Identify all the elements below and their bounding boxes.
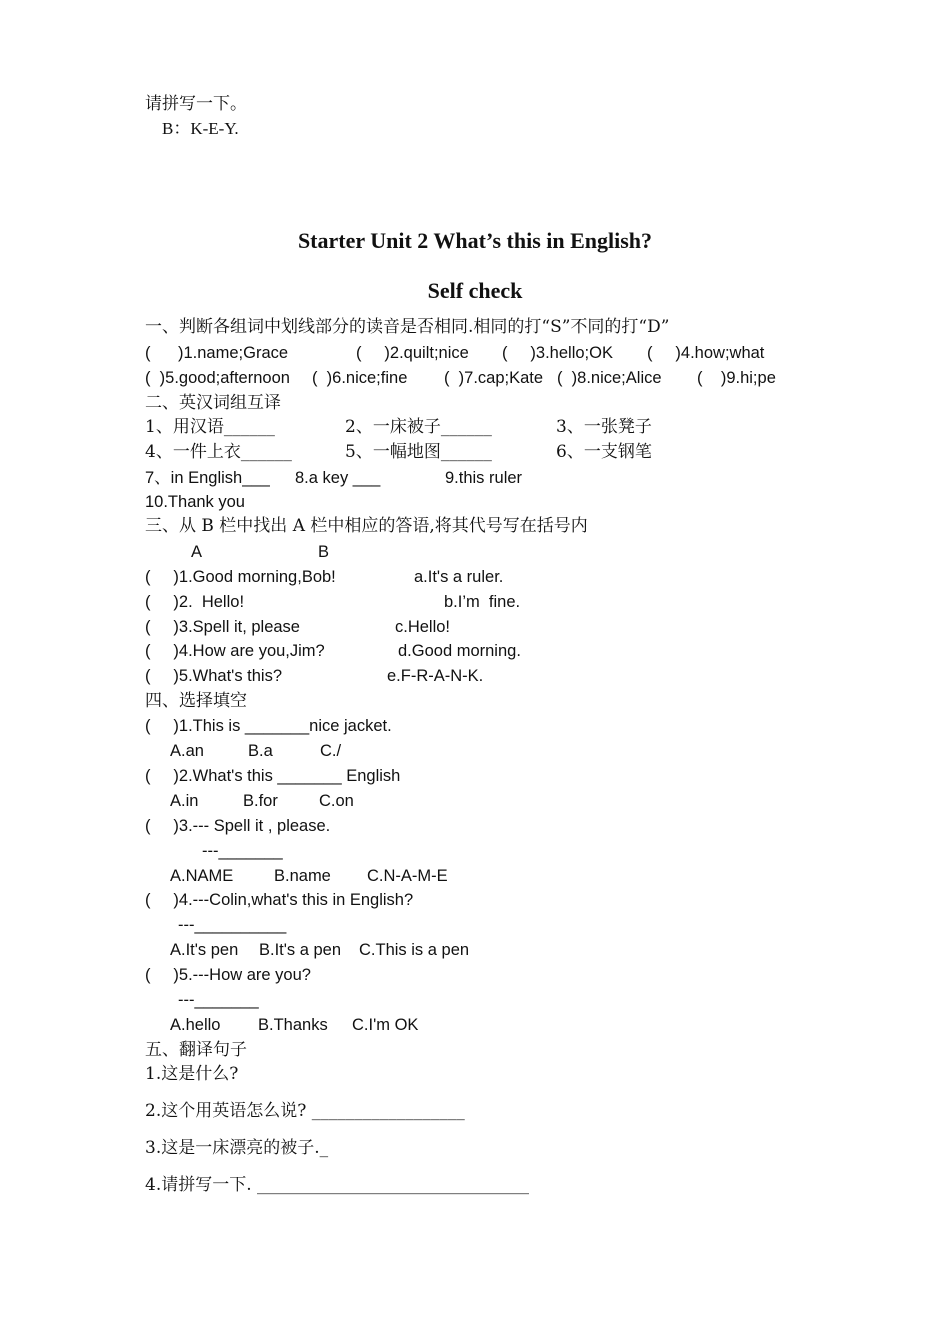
s2-item-7: 7、in English___ (145, 469, 270, 487)
s4-question-5: ( )5.---How are you? (145, 966, 311, 984)
s4-q2-option-b: B.for (243, 792, 278, 810)
page-subtitle: Self check (427, 278, 523, 303)
prev-question-text: 请拼写一下。 (145, 94, 247, 114)
s4-q4-option-c: C.This is a pen (359, 941, 470, 959)
s5-sentence-4: 4.请拼写一下. ________________________________ (145, 1175, 530, 1195)
s4-q5-option-c: C.I'm OK (352, 1016, 419, 1034)
s2-item-6: 6、一支钢笔 (556, 442, 652, 462)
s4-question-3: ( )3.--- Spell it , please. (145, 817, 331, 835)
s4-q3-option-b: B.name (274, 867, 331, 885)
s1-item-7: ( )7.cap;Kate (444, 369, 544, 387)
prev-answer-text: B：K-E-Y. (162, 119, 239, 138)
s2-item-1: 1、用汉语______ (145, 417, 275, 437)
section-2-heading: 二、英汉词组互译 (145, 393, 281, 413)
s4-q5-answer-line: ---_______ (178, 991, 259, 1009)
s3-question-4: ( )4.How are you,Jim? (145, 642, 325, 660)
s3-question-2: ( )2. Hello! (145, 593, 245, 611)
s2-item-4: 4、一件上衣______ (145, 442, 292, 462)
s5-sentence-3: 3.这是一床漂亮的被子._ (145, 1138, 329, 1158)
s3-question-3: ( )3.Spell it, please (145, 618, 300, 636)
s4-q4-option-a: A.It's pen (170, 941, 239, 959)
section-1-heading: 一、判断各组词中划线部分的读音是否相同.相同的打“S”不同的打“D” (145, 317, 670, 337)
s4-q4-answer-line: ---__________ (178, 916, 287, 934)
s3-question-5: ( )5.What's this? (145, 667, 283, 685)
s1-item-9: ( )9.hi;pe (697, 369, 776, 387)
s3-answer-c: c.Hello! (395, 618, 451, 636)
s2-item-2: 2、一床被子______ (345, 417, 492, 437)
s4-q3-answer-line: ---_______ (202, 842, 283, 860)
section-5-heading: 五、翻译句子 (145, 1040, 247, 1060)
section-3-heading: 三、从 B 栏中找出 A 栏中相应的答语,将其代号写在括号内 (145, 516, 588, 536)
s4-q5-option-a: A.hello (170, 1016, 221, 1034)
s4-q3-option-a: A.NAME (170, 867, 234, 885)
s1-item-1: ( )1.name;Grace (145, 344, 289, 362)
s4-q1-option-a: A.an (170, 742, 204, 760)
s3-answer-a: a.It's a ruler. (414, 568, 504, 586)
s3-answer-d: d.Good morning. (398, 642, 521, 660)
s4-q2-option-a: A.in (170, 792, 199, 810)
column-a-label: A (191, 543, 203, 561)
s1-item-2: ( )2.quilt;nice (356, 344, 469, 362)
s4-q4-option-b: B.It's a pen (259, 941, 342, 959)
s2-item-3: 3、一张凳子 (556, 417, 652, 437)
s4-question-2: ( )2.What's this _______ English (145, 767, 401, 785)
s4-q1-option-b: B.a (248, 742, 273, 760)
s4-q5-option-b: B.Thanks (258, 1016, 328, 1034)
s2-item-10: 10.Thank you (145, 493, 245, 511)
s5-sentence-2: 2.这个用英语怎么说? __________________ (145, 1101, 465, 1121)
s5-sentence-1: 1.这是什么? (145, 1064, 239, 1084)
s3-answer-e: e.F-R-A-N-K. (387, 667, 484, 685)
s1-item-8: ( )8.nice;Alice (557, 369, 662, 387)
page-title: Starter Unit 2 What’s this in English? (297, 228, 653, 253)
s4-q2-option-c: C.on (319, 792, 354, 810)
s4-question-4: ( )4.---Colin,what's this in English? (145, 891, 414, 909)
s2-item-5: 5、一幅地图______ (345, 442, 492, 462)
s2-item-8: 8.a key ___ (295, 469, 381, 487)
s3-answer-b: b.I’m fine. (444, 593, 521, 611)
section-4-heading: 四、选择填空 (145, 691, 247, 711)
s3-question-1: ( )1.Good morning,Bob! (145, 568, 336, 586)
s2-item-9: 9.this ruler (445, 469, 523, 487)
s1-item-6: ( )6.nice;fine (312, 369, 408, 387)
s1-item-4: ( )4.how;what (647, 344, 765, 362)
column-b-label: B (318, 543, 330, 561)
s4-q1-option-c: C./ (320, 742, 342, 760)
s1-item-5: ( )5.good;afternoon (145, 369, 290, 387)
s4-q3-option-c: C.N-A-M-E (367, 867, 448, 885)
s4-question-1: ( )1.This is _______nice jacket. (145, 717, 392, 735)
s1-item-3: ( )3.hello;OK (502, 344, 613, 362)
